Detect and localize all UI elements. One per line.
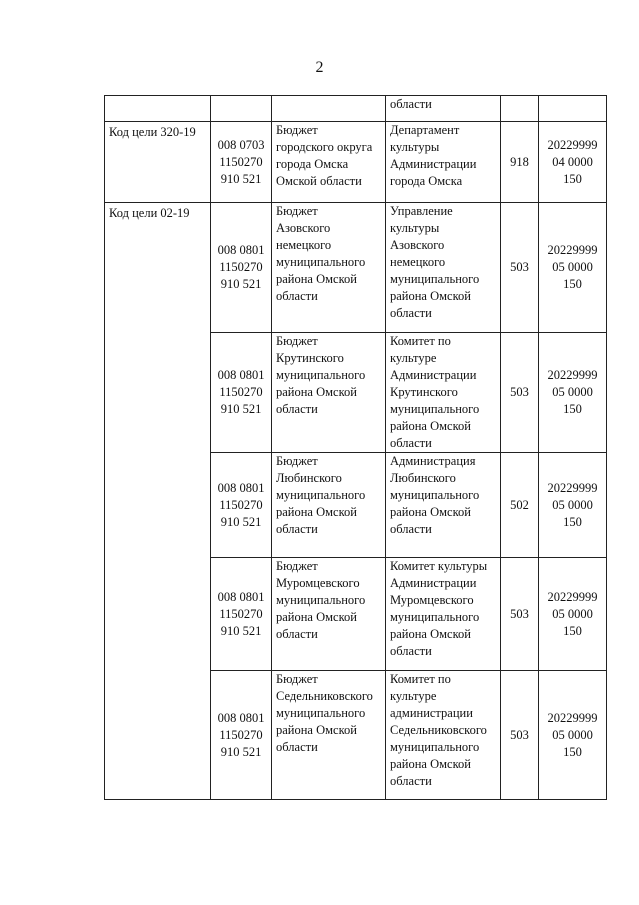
grbs-code-cell: 503 [501, 558, 539, 671]
table-row [105, 96, 607, 122]
recipient-cell: Бюджет Азовского немецкого муниципального района Омской области [272, 203, 386, 333]
grbs-code-cell: 918 [501, 122, 539, 203]
budget-code-cell [211, 96, 272, 122]
grbs-code-cell [501, 96, 539, 122]
recipient-cell: Бюджет Седельниковского муниципального района Омской области [272, 671, 386, 800]
administrator-cell: Комитет по культуре Администрации Крутинского муниципального района Омской области [386, 333, 501, 453]
kbk-code-cell: 20229999 05 0000 150 [539, 203, 607, 333]
grbs-code-cell: 503 [501, 333, 539, 453]
budget-code-cell: 008 0801 1150270 910 521 [211, 453, 272, 558]
budget-allocation-table [104, 95, 607, 800]
kbk-code-cell: 20229999 05 0000 150 [539, 671, 607, 800]
budget-code-cell: 008 0801 1150270 910 521 [211, 671, 272, 800]
administrator-cell: Департамент культуры Администрации города Омска [386, 122, 501, 203]
administrator-cell: Управление культуры Азовского немецкого муниципального района Омской области [386, 203, 501, 333]
kbk-code-cell: 20229999 04 0000 150 [539, 122, 607, 203]
kbk-code-cell: 20229999 05 0000 150 [539, 558, 607, 671]
recipient-cell: Бюджет Муромцевского муниципального района Омской области [272, 558, 386, 671]
page-number: 2 [315, 59, 324, 76]
recipient-cell [272, 96, 386, 122]
budget-code-cell: 008 0801 1150270 910 521 [211, 333, 272, 453]
table-row [105, 122, 607, 203]
goal-code-cell: Код цели 02-19 [105, 203, 211, 800]
kbk-code-cell: 20229999 05 0000 150 [539, 453, 607, 558]
grbs-code-cell: 502 [501, 453, 539, 558]
administrator-cell: Администрация Любинского муниципального района Омской области [386, 453, 501, 558]
recipient-cell: Бюджет городского округа города Омска Омской области [272, 122, 386, 203]
recipient-cell: Бюджет Крутинского муниципального района Омской области [272, 333, 386, 453]
grbs-code-cell: 503 [501, 203, 539, 333]
budget-code-cell: 008 0703 1150270 910 521 [211, 122, 272, 203]
kbk-code-cell: 20229999 05 0000 150 [539, 333, 607, 453]
goal-code-cell [105, 96, 211, 122]
budget-code-cell: 008 0801 1150270 910 521 [211, 558, 272, 671]
administrator-cell: Комитет по культуре администрации Седельниковского муниципального района Омской области [386, 671, 501, 800]
administrator-cell: Комитет культуры Администрации Муромцевского муниципального района Омской области [386, 558, 501, 671]
goal-code-cell: Код цели 320-19 [105, 122, 211, 203]
kbk-code-cell [539, 96, 607, 122]
recipient-cell: Бюджет Любинского муниципального района Омской области [272, 453, 386, 558]
budget-code-cell: 008 0801 1150270 910 521 [211, 203, 272, 333]
grbs-code-cell: 503 [501, 671, 539, 800]
table-row [105, 203, 607, 333]
administrator-cell: области [386, 96, 501, 122]
